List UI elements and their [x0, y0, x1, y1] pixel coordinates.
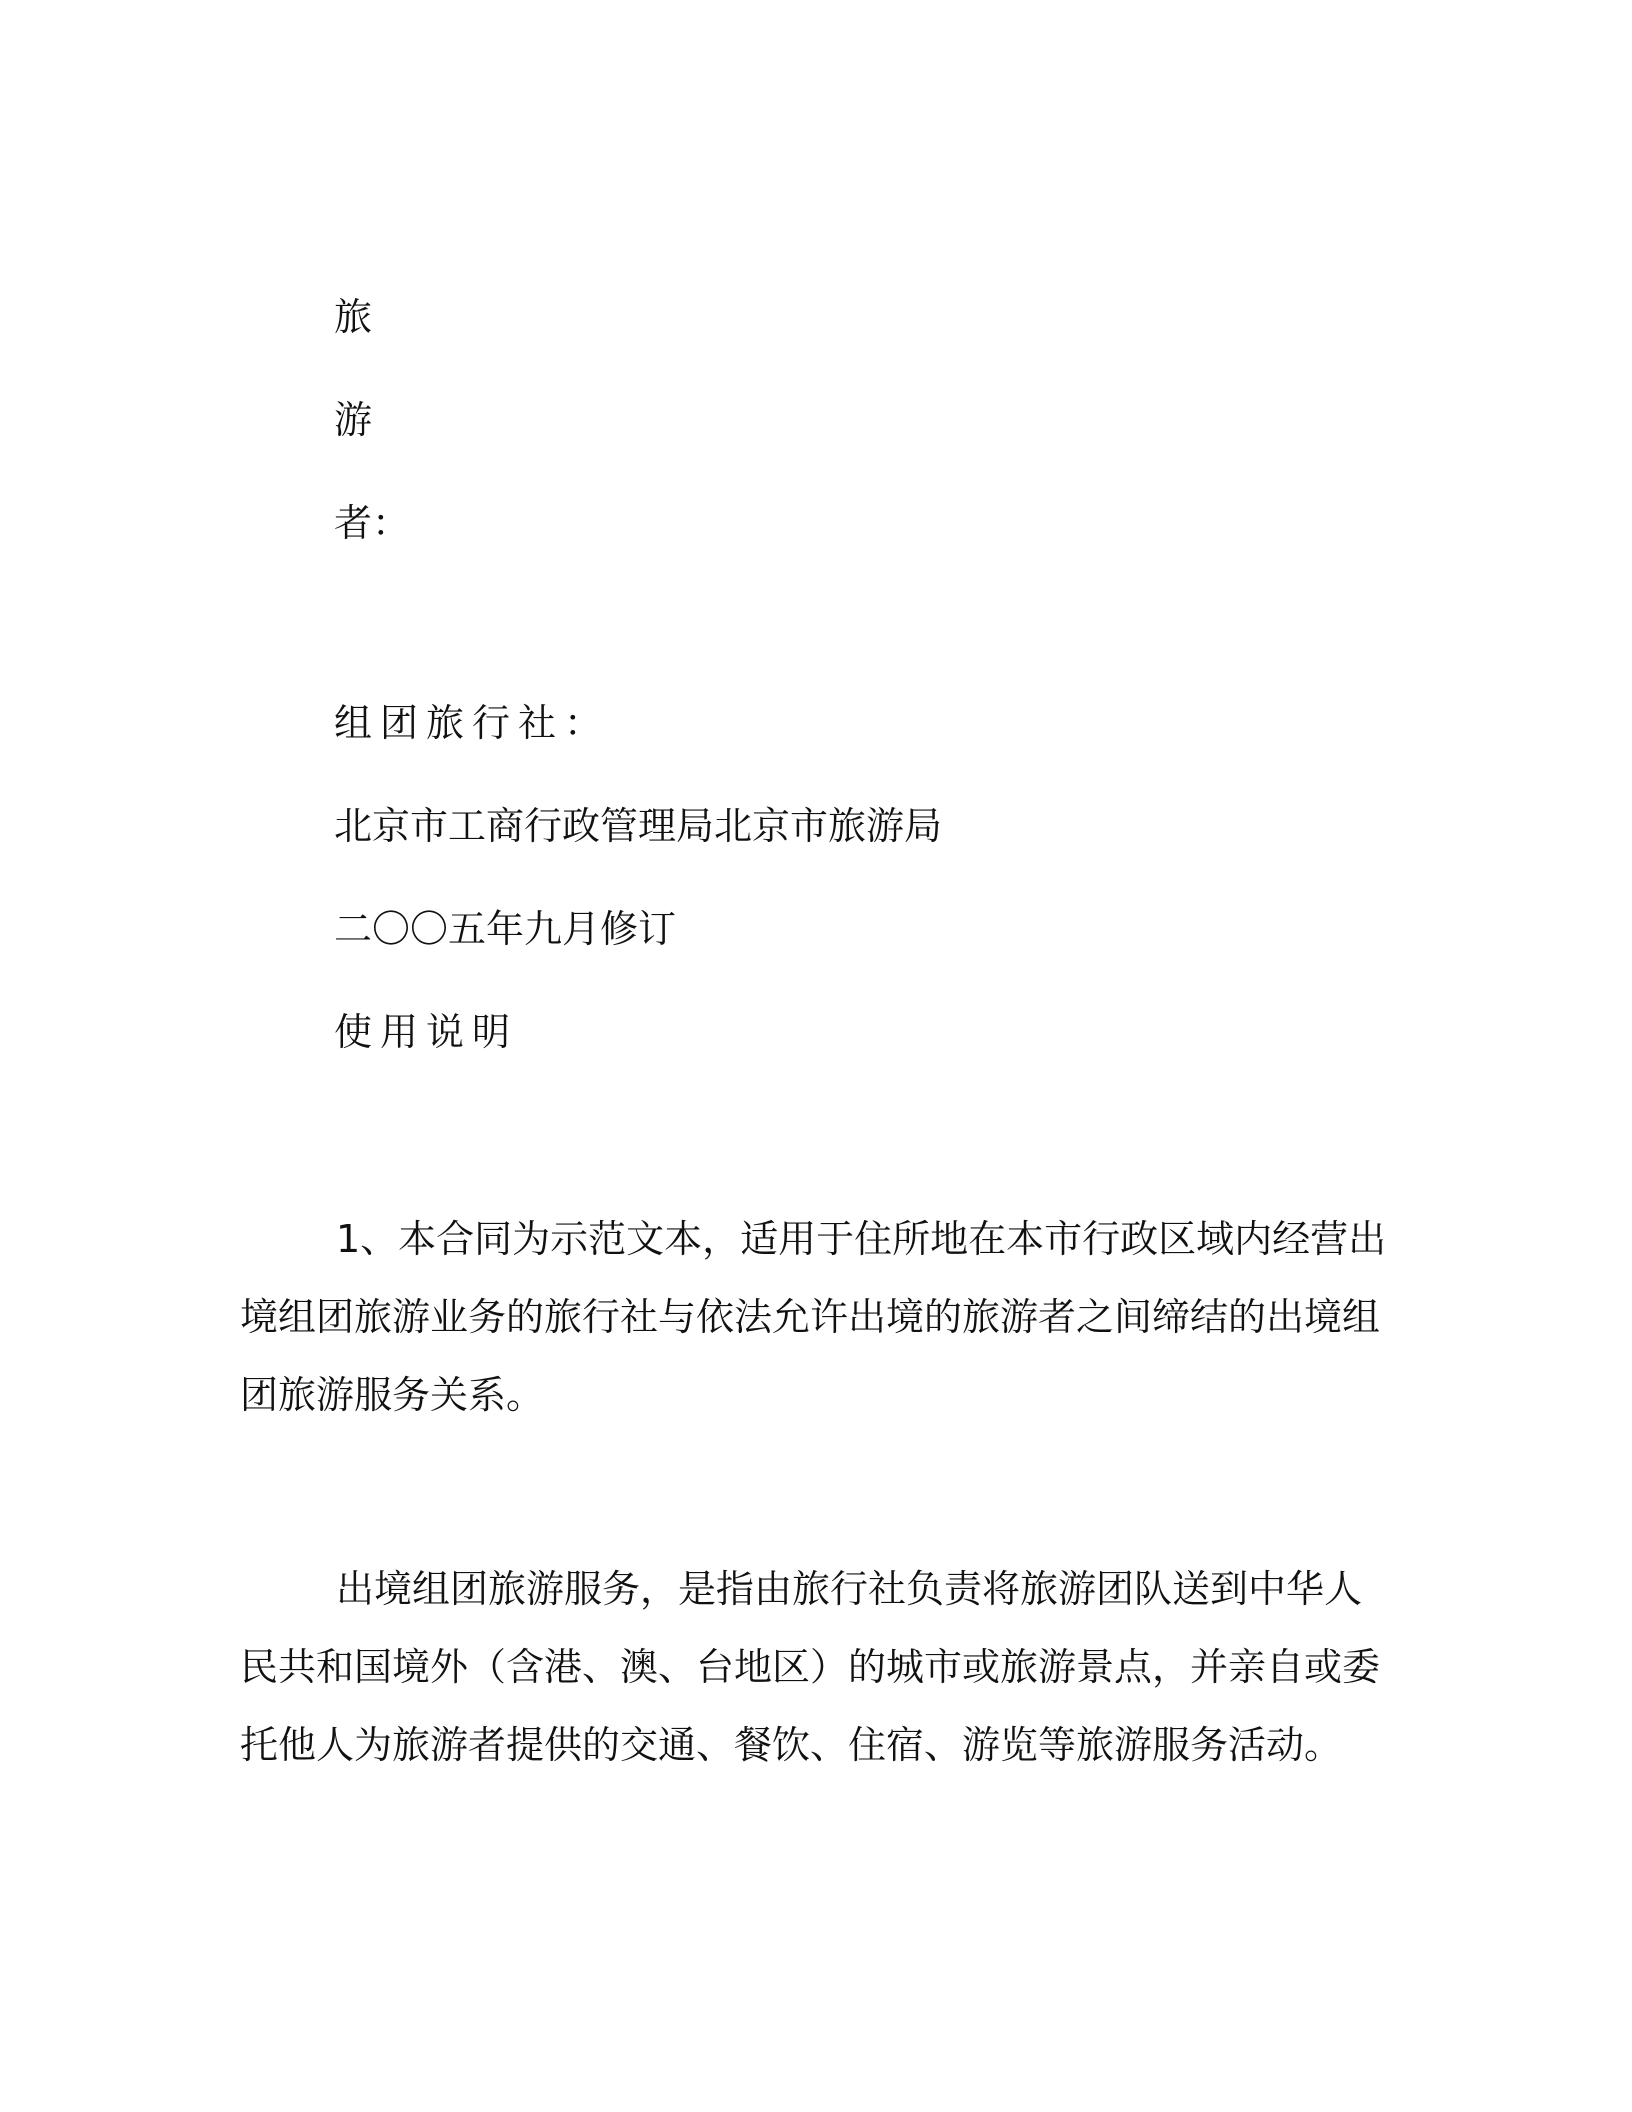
paragraph-1: 1、本合同为示范文本，适用于住所地在本市行政区域内经营出境组团旅游业务的旅行社与依法允许出境的旅游者之间缔结的出境组团旅游服务关系。: [240, 1217, 1387, 1417]
tourist-label-char-1: 旅: [334, 295, 373, 339]
paragraph-2: 出境组团旅游服务，是指由旅行社负责将旅游团队送到中华人民共和国境外（含港、澳、台地区）的城市或旅游景点，并亲自或委托他人为旅游者提供的交通、餐饮、住宿、游览等旅游服务活动。: [240, 1567, 1381, 1767]
revision-date: 二〇〇五年九月修订: [334, 907, 677, 951]
issuers-line: 北京市工商行政管理局北京市旅游局: [334, 804, 943, 848]
agency-label: 组团旅行社：: [334, 701, 611, 745]
tourist-label-char-2: 游: [334, 398, 373, 442]
tourist-label-char-3: 者：: [334, 501, 411, 545]
instructions-heading: 使用说明: [334, 1010, 519, 1054]
